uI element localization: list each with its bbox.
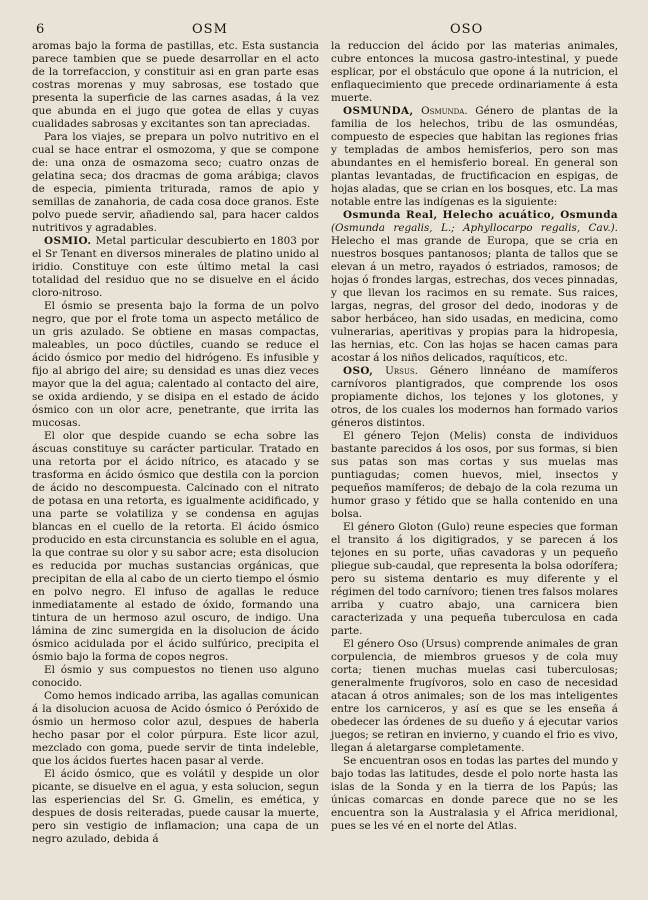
entry-term: OSO, <box>343 365 374 377</box>
entry-text: Helecho el mas grande de Europa, que se cria en nuestros bosques pantanosos; planta de tallos que se elevan á un metro, rayados ó estriados, ramosos; de hojas ó frondes largas, estrechas, dos veces pinnadas, y que llevan los racimos en su remate. Sus raices, largas, negras, del grosor del dedo, inodoras y de sabor herbáceo, han sido usadas, en medicina, como vulnerarias, aperitivas y propias para la hidropesia, las hernias, etc. Con las hojas se hacen camas para acostar á los niños delicados, raquíticos, etc. <box>331 235 618 364</box>
running-header <box>32 20 618 40</box>
text-columns <box>32 40 618 846</box>
entry-text: Metal particular descubierto en 1803 por el Sr Tenant en diversos minerales de platino unido al iridio. Constituye con este último metal la casi totalidad del residuo que no se disuelve en el ácido cloro-nitroso. <box>32 235 319 299</box>
paragraph: Para los viajes, se prepara un polvo nutritivo en el cual se hace entrar el osmozoma, y que se compone de: una onza de osmazoma seco; cuatro onzas de gelatina seca; dos dracmas de goma arábiga; clavos de especia, pimienta triturada, ramos de apio y semillas de zanahoria, de cada cosa doce granos. Este polvo puede servir, añadiendo sal, para hacer caldos nutritivos y agradables. <box>32 131 319 234</box>
paragraph: aromas bajo la forma de pastillas, etc. Esta sustancia parece tambien que se puede desarrollar en el acto de la torrefaccion, y constituir asi en gran parte esas costras morenas y muy sabrosas, ese tostado que presenta la superficie de las carnes asadas, á la vez que abunda en el jugo que gotea de ellas y cuyas cualidades sabrosas y excitantes son tan apreciadas. <box>32 40 319 130</box>
entry-latin: Ursus. <box>373 365 418 377</box>
entry-latin: (Osmunda regalis, L.; Aphyllocarpo regalis, Cav.). <box>331 222 618 234</box>
right-column <box>331 40 618 846</box>
entry-term: OSMUNDA, <box>343 105 414 117</box>
left-running-title: OSM <box>192 22 228 37</box>
page-number: 6 <box>36 22 45 37</box>
left-column <box>32 40 319 846</box>
entry-heading: Osmunda Real, Helecho acuático, Osmunda <box>343 209 618 221</box>
paragraph: El género Oso (Ursus) comprende animales de gran corpulencia, de miembros gruesos y de cola muy corta; tienen muchas muelas casi tuberculosas; generalmente frugívoros, solo en caso de necesidad atacan á otros animales; son de los mas inteligentes entre los carniceros, y así es que se les enseña á obedecer las órdenes de su dueño y á ejecutar varios juegos; se retiran en invierno, y cuando el frio es vivo, llegan á aletargarse completamente. <box>331 638 618 754</box>
paragraph: El olor que despide cuando se echa sobre las áscuas constituye su carácter particular. Tratado en una retorta por el ácido nítrico, es atacado y se trasforma en ácido ósmico que destila con la porcion de ácido no descompuesta. Calcinado con el nitrato de potasa en una retorta, es igualmente acidificado, y una parte se volatiliza y se condensa en agujas blancas en el cuello de la retorta. El ácido ósmico producido en esta circunstancia es soluble en el agua, la que contrae su olor y su sabor acre; esta disolucion es reducida por muchas sustancias orgánicas, que precipitan de ella al cabo de un cierto tiempo el ósmio en polvo negro. El infuso de agallas le reduce inmediatamente al estado de óxido, formando una tintura de un hermoso azul oscuro, de indigo. Una lámina de zinc sumergida en la disolucion de ácido ósmico acidulada por el ácido sulfúrico, precipita el ósmio bajo la forma de copos negros. <box>32 430 319 663</box>
paragraph: El género Gloton (Gulo) reune especies que forman el transito á los digitigrados, y se parecen á los tejones en su porte, uñas cavadoras y un pequeño pliegue sub-caudal, que representa la bolsa odorífera; pero su sistema dentario es muy diferente y el régimen del todo carnívoro; tienen tres falsos molares arriba y cuatro abajo, una carnicera bien caracterizada y una pequeña tuberculosa en cada parte. <box>331 521 618 637</box>
entry-oso <box>331 365 618 430</box>
right-running-title: OSO <box>450 22 484 37</box>
paragraph: El ósmio se presenta bajo la forma de un polvo negro, que por el frote toma un aspecto metálico de un gris azulado. Se obtiene en masas compactas, maleables, un poco dúctiles, cuando se reduce el ácido ósmico por medio del hidrógeno. Es infusible y fijo al abrigo del aire; su densidad es unas diez veces mayor que la del agua; calentado al contacto del aire, se oxida ardiendo, y se disipa en el estado de ácido ósmico con un olor acre, penetrante, que irrita las mucosas. <box>32 300 319 429</box>
entry-osmio <box>32 235 319 300</box>
paragraph: Como hemos indicado arriba, las agallas comunican á la disolucion acuosa de Acido ósmico ó Peróxido de ósmio un hermoso color azul, despues de haberla hecho pasar por el color púrpura. Este licor azul, mezclado con goma, puede servir de tinta indeleble, que los ácidos fuertes hacen pasar al verde. <box>32 690 319 767</box>
paragraph: El ósmio y sus compuestos no tienen uso alguno conocido. <box>32 664 319 689</box>
entry-osmunda-real <box>331 209 618 365</box>
entry-text: Género de plantas de la familia de los helechos, tribu de las osmundéas, compuesto de especies que habitan las regiones frias y templadas de ambos hemisferios, pero son mas abundantes en el hemisferio boreal. En general son plantas levantadas, de fructificacion en espigas, de hojas aladas, que se crian en los bosques, etc. La mas notable entre las indígenas es la siguiente: <box>331 105 619 208</box>
paragraph: Se encuentran osos en todas las partes del mundo y bajo todas las latitudes, desde el polo norte hasta las islas de la Sonda y en la tierra de los Papús; las únicas comarcas en donde parece que no se les encuentra son la Australasia y el Africa meridional, pues se les vé en el norte del Atlas. <box>331 755 618 832</box>
paragraph: El género Tejon (Melis) consta de individuos bastante parecidos á los osos, por sus formas, si bien sus patas son mas cortas y sus muelas mas puntiagudas; comen huevos, miel, insectos y pequeños mamíferos; de debajo de la cola rezuma un humor graso y fétido que se halla contenido en una bolsa. <box>331 430 618 520</box>
entry-term: OSMIO. <box>44 235 92 247</box>
paragraph: la reduccion del ácido por las materias animales, cubre entonces la mucosa gastro-intestinal, y puede esplicar, por el obstáculo que opone á la nutricion, el enflaquecimiento que precede ordinariamente á esta muerte. <box>331 40 618 104</box>
entry-text: Género linnéano de mamíferos carnívoros plantigrados, que comprende los osos propiamente dichos, los tejones y los glotones, y otros, de los cuales los modernos han formado varios géneros distintos. <box>331 365 618 429</box>
paragraph: El ácido ósmico, que es volátil y despide un olor picante, se disuelve en el agua, y esta solucion, segun las esperiencias del Sr. G. Gmelin, es emética, y despues de dosis reiteradas, puede causar la muerte, pero sin vestigio de inflamacion; una capa de un negro azulado, debida á <box>32 768 319 845</box>
entry-osmunda <box>331 105 618 209</box>
entry-latin: Osmunda. <box>413 105 468 117</box>
